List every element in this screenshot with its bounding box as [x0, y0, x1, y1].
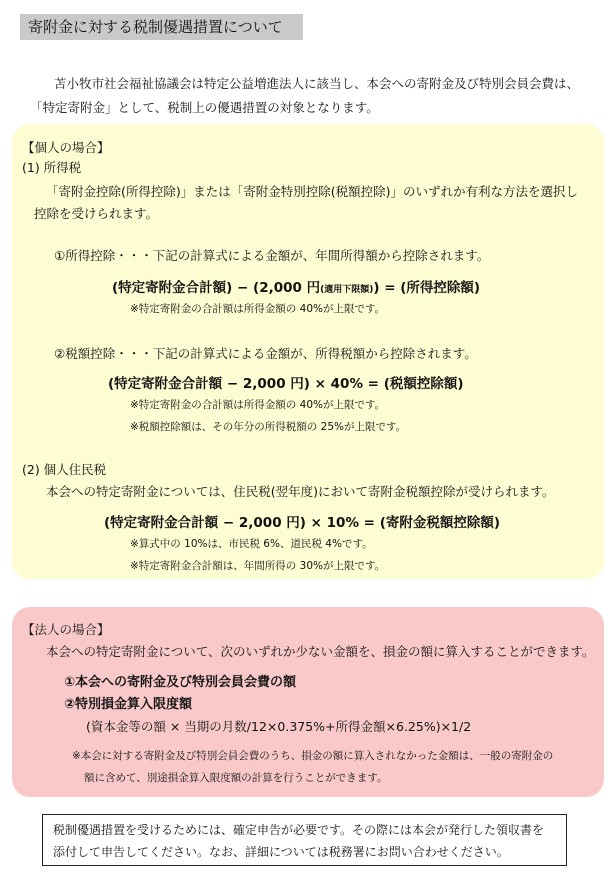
- income-tax-desc-1: 「寄附金控除(所得控除)」または「寄附金特別控除(税額控除)」のいずれか有利な方法を選択し: [46, 184, 579, 199]
- resident-tax-desc: 本会への特定寄附金については、住民税(翌年度)において寄附金税額控除が受けられます。: [46, 484, 555, 499]
- formula-part-b: ) = (所得控除額): [373, 280, 481, 296]
- intro-text: [30, 72, 595, 120]
- tax-credit-note-1: ※特定寄附金の合計額は所得金額の 40%が上限です。: [130, 399, 386, 411]
- tax-credit-formula: (特定寄附金合計額 − 2,000 円) × 40% = (税額控除額): [108, 376, 464, 392]
- income-tax-heading: (1) 所得税: [22, 160, 82, 175]
- corporate-formula: (資本金等の額 × 当期の月数/12×0.375%+所得金額×6.25%)×1/2: [86, 719, 472, 734]
- income-deduction-label: ①所得控除・・・下記の計算式による金額が、年間所得額から控除されます。: [54, 248, 490, 263]
- filing-notice-line-1: 税制優遇措置を受けるためには、確定申告が必要です。その際には本会が発行した領収書を: [53, 823, 545, 837]
- corporate-heading: 【法人の場合】: [22, 622, 110, 637]
- intro-line-2: 「特定寄附金」として、税制上の優遇措置の対象となります。: [30, 100, 379, 115]
- resident-tax-formula: (特定寄附金合計額 − 2,000 円) × 10% = (寄附金税額控除額): [104, 515, 501, 531]
- income-deduction-note: ※特定寄附金の合計額は所得金額の 40%が上限です。: [130, 303, 386, 315]
- corporate-section: [12, 607, 604, 797]
- corporate-item-2: ②特別損金算入限度額: [64, 697, 193, 712]
- income-deduction-formula: [112, 276, 480, 296]
- tax-credit-note-2: ※税額控除額は、その年分の所得税額の 25%が上限です。: [130, 421, 407, 433]
- intro-line-1: 苫小牧市社会福祉協議会は特定公益増進法人に該当し、本会への寄附金及び特別会員会費は、: [54, 76, 580, 91]
- resident-tax-heading: (2) 個人住民税: [22, 462, 107, 477]
- corporate-note-2: 額に含めて、別途損金算入限度額の計算を行うことができます。: [84, 772, 388, 784]
- corporate-item-1: ①本会への寄附金及び特別会員会費の額: [64, 675, 297, 690]
- page-title: 寄附金に対する税制優遇措置について: [20, 14, 303, 40]
- resident-tax-note-2: ※特定寄附金合計額は、年間所得の 30%が上限です。: [130, 560, 386, 572]
- corporate-note-1: ※本会に対する寄附金及び特別会員会費のうち、損金の額に算入されなかった金額は、一般の寄附金の: [72, 750, 554, 762]
- formula-part-a: (特定寄附金合計額) − (2,000 円: [112, 280, 321, 296]
- filing-notice: [42, 814, 567, 866]
- income-tax-desc-2: 控除を受けられます。: [34, 206, 159, 221]
- tax-credit-label: ②税額控除・・・下記の計算式による金額が、所得税額から控除されます。: [54, 346, 477, 361]
- formula-min-amount: (適用下限額): [320, 285, 374, 295]
- filing-notice-line-2: 添付して申告してください。なお、詳細については税務署にお問い合わせください。: [53, 845, 509, 859]
- resident-tax-note-1: ※算式中の 10%は、市民税 6%、道民税 4%です。: [130, 538, 373, 550]
- personal-section: [12, 124, 604, 579]
- corporate-desc: 本会への特定寄附金について、次のいずれか少ない金額を、損金の額に算入することができます。: [46, 644, 595, 659]
- personal-heading: 【個人の場合】: [22, 140, 110, 155]
